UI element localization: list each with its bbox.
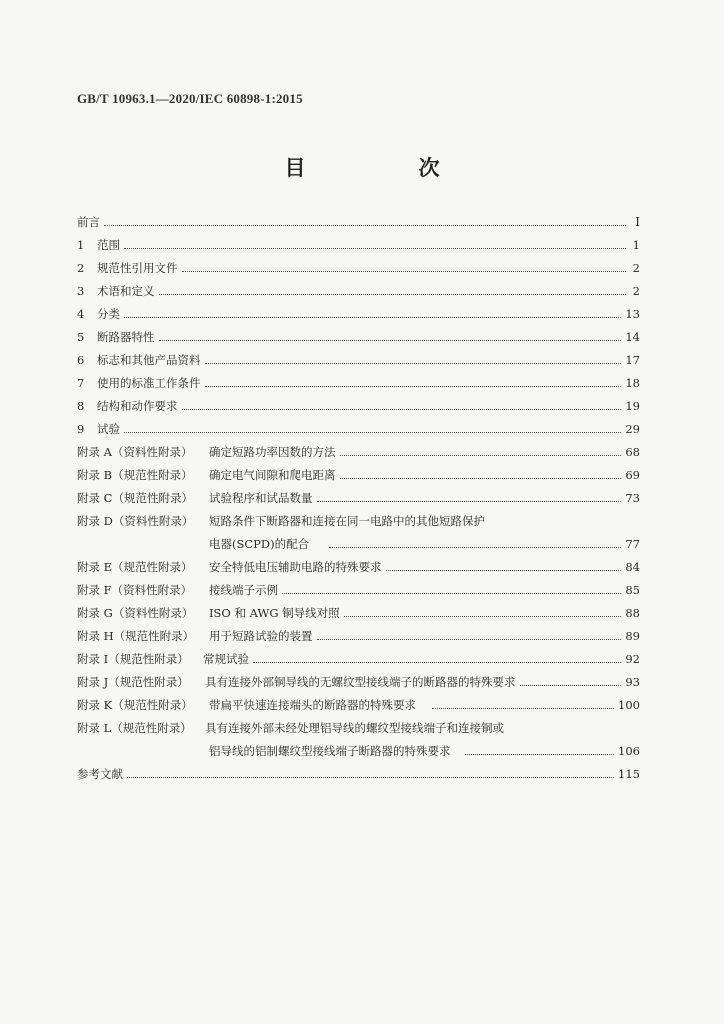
- annex-title: 常规试验: [203, 652, 249, 666]
- toc-entry-page: 2: [632, 284, 640, 298]
- toc-entry-page: 1: [632, 238, 640, 252]
- toc-entry-6[interactable]: [77, 346, 640, 368]
- toc-entry-num: 9: [77, 422, 85, 436]
- leader-dots: [253, 661, 621, 663]
- toc-entry-num: 7: [77, 376, 85, 390]
- toc-entry-label: 术语和定义: [97, 284, 155, 298]
- toc-entry-page: 2: [632, 261, 640, 275]
- leader-dots: [340, 454, 622, 456]
- annex-title: 带扁平快速连接端头的断路器的特殊要求: [209, 698, 416, 712]
- leader-dots: [317, 500, 622, 502]
- toc-entry-label: 使用的标准工作条件: [97, 376, 201, 390]
- toc-entry-num: 1: [77, 238, 85, 252]
- leader-dots: [282, 592, 621, 594]
- leader-dots: [182, 408, 622, 410]
- toc-entry-num: 8: [77, 399, 85, 413]
- leader-dots: [205, 385, 622, 387]
- toc-entry-label: 参考文献: [77, 767, 123, 781]
- leader-dots: [127, 776, 614, 778]
- toc-entry-annex-j[interactable]: [77, 668, 640, 690]
- leader-dots: [182, 270, 627, 272]
- annex-title: 确定短路功率因数的方法: [209, 445, 336, 459]
- annex-title: 安全特低电压辅助电路的特殊要求: [209, 560, 382, 574]
- toc-entry-page: 115: [618, 767, 640, 781]
- toc-entry-annex-h[interactable]: [77, 622, 640, 644]
- toc-entry-7[interactable]: [77, 369, 640, 391]
- toc-entry-4[interactable]: [77, 300, 640, 322]
- toc-entry-page: 106: [618, 744, 640, 758]
- toc-entry-page: 68: [625, 445, 640, 459]
- toc-entry-page: 92: [625, 652, 640, 666]
- leader-dots: [344, 615, 622, 617]
- annex-label: 附录 J（规范性附录）: [77, 675, 189, 689]
- toc-entry-label: 分类: [97, 307, 120, 321]
- toc-entry-label: 试验: [97, 422, 120, 436]
- toc-entry-label: 规范性引用文件: [97, 261, 178, 275]
- toc-entry-label: 结构和动作要求: [97, 399, 178, 413]
- toc-entry-page: 29: [625, 422, 640, 436]
- annex-title: 试验程序和试品数量: [209, 491, 313, 505]
- leader-dots: [520, 684, 622, 686]
- annex-label: 附录 K（规范性附录）: [77, 698, 193, 712]
- toc-entry-2[interactable]: [77, 254, 640, 276]
- annex-label: 附录 D（资料性附录）: [77, 514, 194, 528]
- toc-entry-page: 17: [625, 353, 640, 367]
- annex-label: 附录 A（资料性附录）: [77, 445, 193, 459]
- toc-entry-label: 范围: [97, 238, 120, 252]
- toc-entry-annex-g[interactable]: [77, 599, 640, 621]
- leader-dots: [124, 431, 621, 433]
- toc-entry-label: 前言: [77, 215, 100, 229]
- toc-entry-num: 3: [77, 284, 85, 298]
- toc-entry-page: 85: [625, 583, 640, 597]
- leader-dots: [124, 316, 621, 318]
- leader-dots: [386, 569, 622, 571]
- toc-entry-annex-i[interactable]: [77, 645, 640, 667]
- leader-dots: [205, 362, 622, 364]
- toc-entry-num: 5: [77, 330, 85, 344]
- toc-entry-annex-f[interactable]: [77, 576, 640, 598]
- annex-label: 附录 E（规范性附录）: [77, 560, 193, 574]
- toc-entry-annex-b[interactable]: [77, 461, 640, 483]
- toc-entry-3[interactable]: [77, 277, 640, 299]
- toc-entry-annex-d-line2[interactable]: [77, 530, 640, 552]
- toc-entry-page: 18: [625, 376, 640, 390]
- toc-entry-page: 13: [625, 307, 640, 321]
- toc-entry-9[interactable]: [77, 415, 640, 437]
- annex-title: 具有连接外部铜导线的无螺纹型接线端子的断路器的特殊要求: [205, 675, 516, 689]
- toc-entry-5[interactable]: [77, 323, 640, 345]
- page-title: 目 次: [284, 155, 486, 180]
- leader-dots: [317, 638, 622, 640]
- annex-title: 用于短路试验的装置: [209, 629, 313, 643]
- annex-label: 附录 C（规范性附录）: [77, 491, 193, 505]
- toc-entry-page: 89: [625, 629, 640, 643]
- leader-dots: [104, 224, 626, 226]
- toc-entry-foreword[interactable]: [77, 208, 640, 230]
- toc-entry-label: 断路器特性: [97, 330, 155, 344]
- toc-entry-label: 标志和其他产品资料: [97, 353, 201, 367]
- toc-entry-page: 69: [625, 468, 640, 482]
- toc-entry-bibliography[interactable]: [77, 760, 640, 782]
- annex-label: 附录 F（资料性附录）: [77, 583, 193, 597]
- toc-entry-num: 4: [77, 307, 85, 321]
- toc-entry-8[interactable]: [77, 392, 640, 414]
- toc-entry-annex-d-line1[interactable]: [77, 507, 640, 529]
- toc-entry-annex-e[interactable]: [77, 553, 640, 575]
- toc-entry-annex-l-line2[interactable]: [77, 737, 640, 759]
- annex-title-continued: 电器(SCPD)的配合: [209, 537, 310, 551]
- toc-entry-page: 100: [618, 698, 640, 712]
- toc-entry-page: 77: [625, 537, 640, 551]
- toc-entry-page: 88: [625, 606, 640, 620]
- annex-title: 接线端子示例: [209, 583, 278, 597]
- annex-title: 确定电气间隙和爬电距离: [209, 468, 336, 482]
- leader-dots: [340, 477, 622, 479]
- leader-dots: [159, 339, 622, 341]
- toc-entry-annex-a[interactable]: [77, 438, 640, 460]
- toc-entry-page: 19: [625, 399, 640, 413]
- leader-dots: [159, 293, 627, 295]
- leader-dots: [124, 247, 626, 249]
- toc-entry-annex-l-line1[interactable]: [77, 714, 640, 736]
- toc-entry-annex-k[interactable]: [77, 691, 640, 713]
- annex-title: 具有连接外部未经处理铝导线的螺纹型接线端子和连接铜或: [205, 721, 504, 735]
- toc-entry-num: 2: [77, 261, 85, 275]
- toc-entry-page: 93: [625, 675, 640, 689]
- annex-label: 附录 I（规范性附录）: [77, 652, 189, 666]
- toc-entry-1[interactable]: [77, 231, 640, 253]
- leader-dots: [432, 707, 614, 709]
- annex-title: ISO 和 AWG 铜导线对照: [209, 606, 340, 620]
- toc-entry-page: 84: [625, 560, 640, 574]
- toc-entry-num: 6: [77, 353, 85, 367]
- leader-dots: [465, 753, 615, 755]
- annex-label: 附录 H（规范性附录）: [77, 629, 195, 643]
- annex-label: 附录 G（资料性附录）: [77, 606, 194, 620]
- toc-entry-page: Ⅰ: [635, 215, 640, 229]
- toc-entry-annex-c[interactable]: [77, 484, 640, 506]
- annex-title: 短路条件下断路器和连接在同一电路中的其他短路保护: [209, 514, 485, 528]
- annex-label: 附录 B（规范性附录）: [77, 468, 193, 482]
- toc-entry-page: 14: [625, 330, 640, 344]
- annex-title-continued: 铝导线的铝制螺纹型接线端子断路器的特殊要求: [209, 744, 451, 758]
- leader-dots: [329, 546, 621, 548]
- toc-entry-page: 73: [625, 491, 640, 505]
- standard-id: GB/T 10963.1—2020/IEC 60898-1:2015: [77, 91, 303, 106]
- annex-label: 附录 L（规范性附录）: [77, 721, 192, 735]
